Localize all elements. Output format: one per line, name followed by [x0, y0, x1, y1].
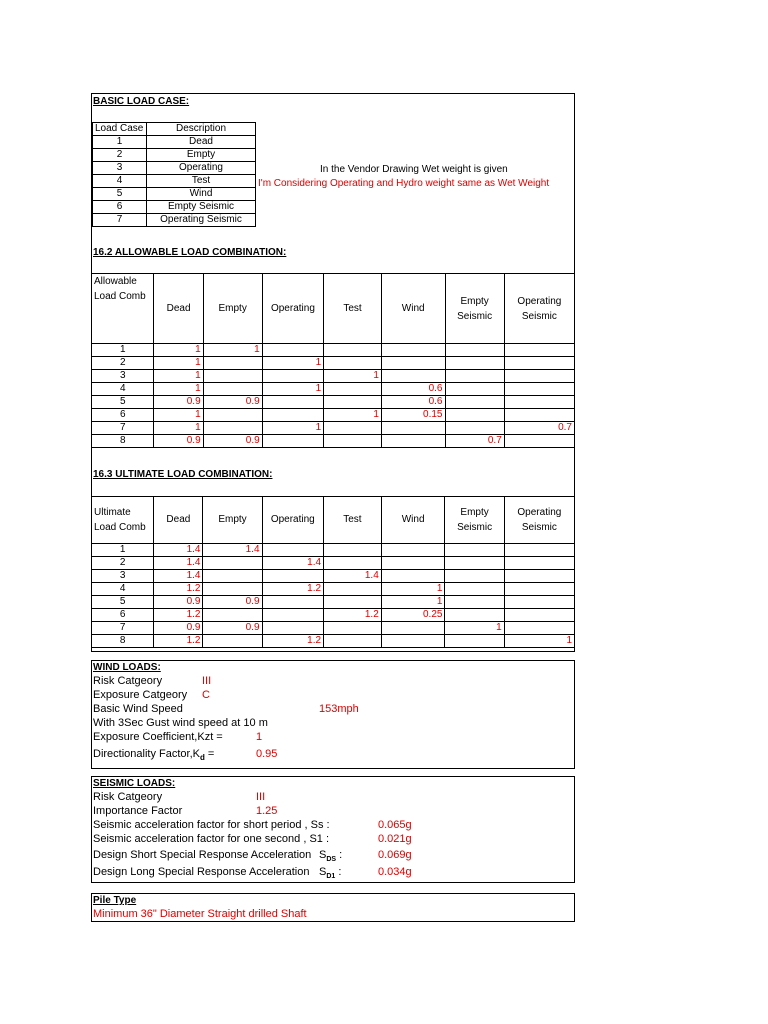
factor-cell: 0.7	[504, 422, 574, 435]
sds-s: S	[319, 849, 327, 861]
load-case-number: 1	[93, 136, 147, 149]
factor-cell	[324, 396, 382, 409]
factor-cell	[262, 544, 324, 557]
load-case-number: 6	[93, 201, 147, 214]
load-comb-number: 4	[92, 383, 154, 396]
table-row	[93, 149, 256, 162]
seismic-ss-value: 0.065g	[378, 819, 412, 831]
seismic-loads-panel	[91, 776, 575, 883]
factor-cell: 1	[504, 635, 574, 648]
factor-cell: 0.9	[203, 622, 262, 635]
seismic-sd1-label: Design Long Special Response Acceleration	[93, 866, 310, 878]
factor-cell	[504, 357, 574, 370]
factor-cell	[262, 435, 324, 448]
table-row	[92, 435, 575, 448]
load-case-description: Empty	[147, 149, 256, 162]
factor-cell	[445, 357, 504, 370]
factor-cell	[381, 635, 445, 648]
factor-cell	[262, 370, 324, 383]
factor-cell	[324, 357, 382, 370]
factor-cell	[203, 583, 262, 596]
factor-cell: 0.25	[381, 609, 445, 622]
factor-cell	[203, 422, 262, 435]
allowable-title: 16.2 ALLOWABLE LOAD COMBINATION:	[93, 247, 287, 258]
col-empty: Empty	[203, 497, 262, 544]
table-row	[92, 396, 575, 409]
factor-cell: 1	[262, 357, 324, 370]
table-row	[92, 383, 575, 396]
factor-cell	[504, 544, 574, 557]
factor-cell: 1.2	[324, 609, 382, 622]
factor-cell	[445, 635, 504, 648]
table-row	[92, 570, 575, 583]
factor-cell	[445, 344, 504, 357]
col-empty: Empty	[203, 274, 262, 344]
factor-cell	[324, 583, 382, 596]
factor-cell	[504, 383, 574, 396]
factor-cell	[504, 596, 574, 609]
factor-cell	[324, 383, 382, 396]
factor-cell	[381, 422, 445, 435]
factor-cell	[262, 344, 324, 357]
factor-cell	[381, 570, 445, 583]
col-test: Test	[324, 497, 382, 544]
sd1-colon: :	[335, 866, 342, 878]
factor-cell	[262, 409, 324, 422]
factor-cell	[324, 344, 382, 357]
load-comb-number: 2	[92, 357, 154, 370]
load-comb-number: 7	[92, 622, 154, 635]
basic-load-case-table	[92, 122, 256, 227]
wind-speed-value: 153mph	[319, 703, 359, 715]
factor-cell: 1	[203, 344, 262, 357]
load-comb-number: 6	[92, 609, 154, 622]
load-comb-number: 3	[92, 370, 154, 383]
load-comb-number: 4	[92, 583, 154, 596]
col-wind: Wind	[381, 274, 445, 344]
factor-cell	[262, 596, 324, 609]
factor-cell	[324, 422, 382, 435]
factor-cell: 1.4	[154, 557, 203, 570]
factor-cell: 0.6	[381, 383, 445, 396]
factor-cell: 1.4	[154, 544, 203, 557]
col-load-comb	[92, 274, 154, 344]
allowable-load-table	[91, 273, 575, 448]
col-operating: Operating	[262, 274, 324, 344]
col-load-comb-line2: Load Comb	[94, 291, 146, 302]
wind-speed-label: Basic Wind Speed	[93, 703, 183, 715]
table-row	[93, 201, 256, 214]
factor-cell	[262, 570, 324, 583]
load-case-description: Test	[147, 175, 256, 188]
col-operating-seismic	[504, 274, 574, 344]
factor-cell: 1.2	[154, 635, 203, 648]
load-case-description: Operating	[147, 162, 256, 175]
factor-cell	[203, 570, 262, 583]
table-header-row	[92, 274, 575, 344]
col-operating: Operating	[262, 497, 324, 544]
factor-cell	[504, 557, 574, 570]
factor-cell: 1.4	[324, 570, 382, 583]
factor-cell: 1.2	[154, 583, 203, 596]
factor-cell: 1	[381, 583, 445, 596]
factor-cell	[504, 396, 574, 409]
factor-cell: 1	[154, 422, 203, 435]
factor-cell	[504, 435, 574, 448]
factor-cell: 1	[262, 422, 324, 435]
factor-cell: 0.9	[154, 622, 203, 635]
factor-cell	[262, 622, 324, 635]
col-wind: Wind	[381, 497, 445, 544]
factor-cell: 1	[381, 596, 445, 609]
col-load-comb-line1: Ultimate	[94, 507, 131, 518]
table-row	[92, 344, 575, 357]
load-case-number: 7	[93, 214, 147, 227]
pile-type-panel	[91, 893, 575, 922]
factor-cell	[445, 370, 504, 383]
seismic-sds-label: Design Short Special Response Acceleration	[93, 849, 312, 861]
load-comb-number: 3	[92, 570, 154, 583]
table-row	[92, 622, 575, 635]
wind-kzt-label: Exposure Coefficient,Kzt =	[93, 731, 223, 743]
table-header-row	[93, 123, 256, 136]
factor-cell: 1.4	[203, 544, 262, 557]
factor-cell	[504, 583, 574, 596]
table-row	[93, 188, 256, 201]
factor-cell: 1	[324, 409, 382, 422]
factor-cell	[381, 344, 445, 357]
load-case-number: 5	[93, 188, 147, 201]
seismic-sds-value: 0.069g	[378, 849, 412, 861]
operating-note: I'm Considering Operating and Hydro weight same as Wet Weight	[258, 178, 550, 189]
wind-exposure-label: Exposure Catgeory	[93, 689, 188, 701]
table-row	[92, 635, 575, 648]
factor-cell	[445, 544, 504, 557]
load-comb-number: 5	[92, 396, 154, 409]
factor-cell: 0.7	[445, 435, 504, 448]
load-comb-number: 6	[92, 409, 154, 422]
load-case-description: Dead	[147, 136, 256, 149]
factor-cell	[504, 370, 574, 383]
factor-cell	[381, 544, 445, 557]
col-empty-seismic	[445, 274, 504, 344]
seismic-importance-value: 1.25	[256, 805, 278, 817]
col-empty-seismic	[445, 497, 504, 544]
wind-kd-label	[93, 748, 214, 762]
table-row	[93, 162, 256, 175]
factor-cell	[381, 557, 445, 570]
load-comb-number: 1	[92, 344, 154, 357]
factor-cell	[381, 370, 445, 383]
table-row	[93, 136, 256, 149]
factor-cell	[203, 409, 262, 422]
load-case-description: Empty Seismic	[147, 201, 256, 214]
load-comb-number: 2	[92, 557, 154, 570]
col-dead: Dead	[154, 274, 203, 344]
factor-cell	[203, 383, 262, 396]
ultimate-title: 16.3 ULTIMATE LOAD COMBINATION:	[93, 469, 273, 480]
factor-cell	[445, 609, 504, 622]
factor-cell	[203, 557, 262, 570]
table-row	[92, 557, 575, 570]
factor-cell	[324, 544, 382, 557]
seismic-sd1-value: 0.034g	[378, 866, 412, 878]
pile-title: Pile Type	[93, 895, 137, 906]
table-row	[92, 583, 575, 596]
factor-cell: 0.9	[154, 396, 203, 409]
table-row	[93, 214, 256, 227]
factor-cell	[445, 557, 504, 570]
load-comb-number: 1	[92, 544, 154, 557]
load-cases-panel	[91, 93, 575, 652]
load-case-number: 4	[93, 175, 147, 188]
factor-cell: 1	[154, 383, 203, 396]
factor-cell: 0.9	[154, 596, 203, 609]
col-load-comb	[92, 497, 154, 544]
sd1-subscript: D1	[326, 873, 336, 881]
factor-cell	[203, 357, 262, 370]
factor-cell: 1.2	[262, 635, 324, 648]
factor-cell	[445, 396, 504, 409]
factor-cell: 0.9	[154, 435, 203, 448]
table-row	[92, 409, 575, 422]
wind-title: WIND LOADS:	[93, 662, 161, 673]
wind-risk-value: III	[202, 675, 212, 687]
factor-cell	[445, 583, 504, 596]
factor-cell	[445, 422, 504, 435]
col-operating-seismic-line1: Operating	[517, 295, 562, 307]
factor-cell: 1	[154, 357, 203, 370]
table-row	[92, 596, 575, 609]
load-case-number: 2	[93, 149, 147, 162]
factor-cell	[203, 635, 262, 648]
col-load-comb-line1: Allowable	[94, 276, 137, 287]
col-description: Description	[147, 123, 256, 136]
load-case-description: Wind	[147, 188, 256, 201]
wind-exposure-value: C	[202, 689, 210, 701]
factor-cell	[324, 635, 382, 648]
seismic-risk-label: Risk Catgeory	[93, 791, 163, 803]
load-comb-number: 8	[92, 635, 154, 648]
seismic-s1-label: Seismic acceleration factor for one second , S1 :	[93, 833, 330, 845]
factor-cell	[324, 596, 382, 609]
seismic-importance-label: Importance Factor	[93, 805, 183, 817]
load-comb-number: 7	[92, 422, 154, 435]
col-empty-seismic-line2: Seismic	[457, 310, 493, 322]
table-row	[92, 544, 575, 557]
factor-cell: 0.9	[203, 435, 262, 448]
factor-cell	[445, 596, 504, 609]
col-operating-seismic-line2: Seismic	[521, 310, 557, 322]
factor-cell	[504, 409, 574, 422]
col-operating-seismic-line1: Operating	[517, 507, 562, 518]
seismic-title: SEISMIC LOADS:	[93, 778, 176, 789]
factor-cell	[262, 396, 324, 409]
load-case-number: 3	[93, 162, 147, 175]
col-test: Test	[324, 274, 382, 344]
factor-cell	[324, 622, 382, 635]
factor-cell	[504, 609, 574, 622]
factor-cell: 0.9	[203, 596, 262, 609]
factor-cell: 1.4	[262, 557, 324, 570]
table-row	[93, 175, 256, 188]
factor-cell: 1.4	[154, 570, 203, 583]
factor-cell: 1	[154, 409, 203, 422]
factor-cell: 1	[324, 370, 382, 383]
kd-subscript: d	[199, 753, 205, 763]
factor-cell: 0.9	[203, 396, 262, 409]
factor-cell: 0.6	[381, 396, 445, 409]
load-comb-number: 5	[92, 596, 154, 609]
factor-cell	[262, 609, 324, 622]
wind-loads-panel	[91, 660, 575, 769]
factor-cell: 1	[445, 622, 504, 635]
col-empty-seismic-line1: Empty	[460, 295, 489, 307]
table-row	[92, 422, 575, 435]
kd-equals: =	[204, 748, 215, 760]
sd1-s: S	[319, 866, 327, 878]
pile-value: Minimum 36" Diameter Straight drilled Shaft	[93, 908, 307, 920]
seismic-risk-value: III	[256, 791, 266, 803]
table-row	[92, 370, 575, 383]
seismic-sd1-symbol	[319, 866, 341, 880]
load-comb-number: 8	[92, 435, 154, 448]
factor-cell	[324, 557, 382, 570]
factor-cell	[381, 622, 445, 635]
vendor-note: In the Vendor Drawing Wet weight is given	[320, 164, 508, 175]
wind-gust-label: With 3Sec Gust wind speed at 10 m	[93, 717, 268, 729]
factor-cell: 1.2	[154, 609, 203, 622]
col-empty-seismic-line2: Seismic	[457, 522, 493, 533]
factor-cell	[324, 435, 382, 448]
factor-cell	[445, 383, 504, 396]
factor-cell	[504, 344, 574, 357]
factor-cell	[445, 409, 504, 422]
wind-kd-value: 0.95	[256, 748, 278, 760]
factor-cell: 1.2	[262, 583, 324, 596]
factor-cell	[381, 357, 445, 370]
kd-text: Directionality Factor,K	[93, 748, 200, 760]
sds-subscript: DS	[326, 856, 337, 864]
factor-cell: 1	[262, 383, 324, 396]
factor-cell	[381, 435, 445, 448]
col-load-comb-line2: Load Comb	[94, 522, 146, 533]
col-operating-seismic-line2: Seismic	[521, 522, 557, 533]
seismic-s1-value: 0.021g	[378, 833, 412, 845]
ultimate-load-table	[91, 496, 575, 648]
factor-cell	[203, 370, 262, 383]
factor-cell: 0.15	[381, 409, 445, 422]
table-row	[92, 357, 575, 370]
wind-risk-label: Risk Catgeory	[93, 675, 163, 687]
col-load-case: Load Case	[93, 123, 147, 136]
col-empty-seismic-line1: Empty	[460, 507, 489, 518]
factor-cell	[504, 622, 574, 635]
load-case-description: Operating Seismic	[147, 214, 256, 227]
factor-cell	[504, 570, 574, 583]
seismic-ss-label: Seismic acceleration factor for short period , Ss :	[93, 819, 330, 831]
factor-cell	[445, 570, 504, 583]
seismic-sds-symbol	[319, 849, 342, 863]
wind-kzt-value: 1	[256, 731, 263, 743]
sds-colon: :	[336, 849, 343, 861]
table-header-row	[92, 497, 575, 544]
basic-load-case-title: BASIC LOAD CASE:	[93, 96, 190, 107]
col-operating-seismic	[504, 497, 574, 544]
table-row	[92, 609, 575, 622]
factor-cell	[203, 609, 262, 622]
factor-cell: 1	[154, 344, 203, 357]
factor-cell: 1	[154, 370, 203, 383]
col-dead: Dead	[154, 497, 203, 544]
